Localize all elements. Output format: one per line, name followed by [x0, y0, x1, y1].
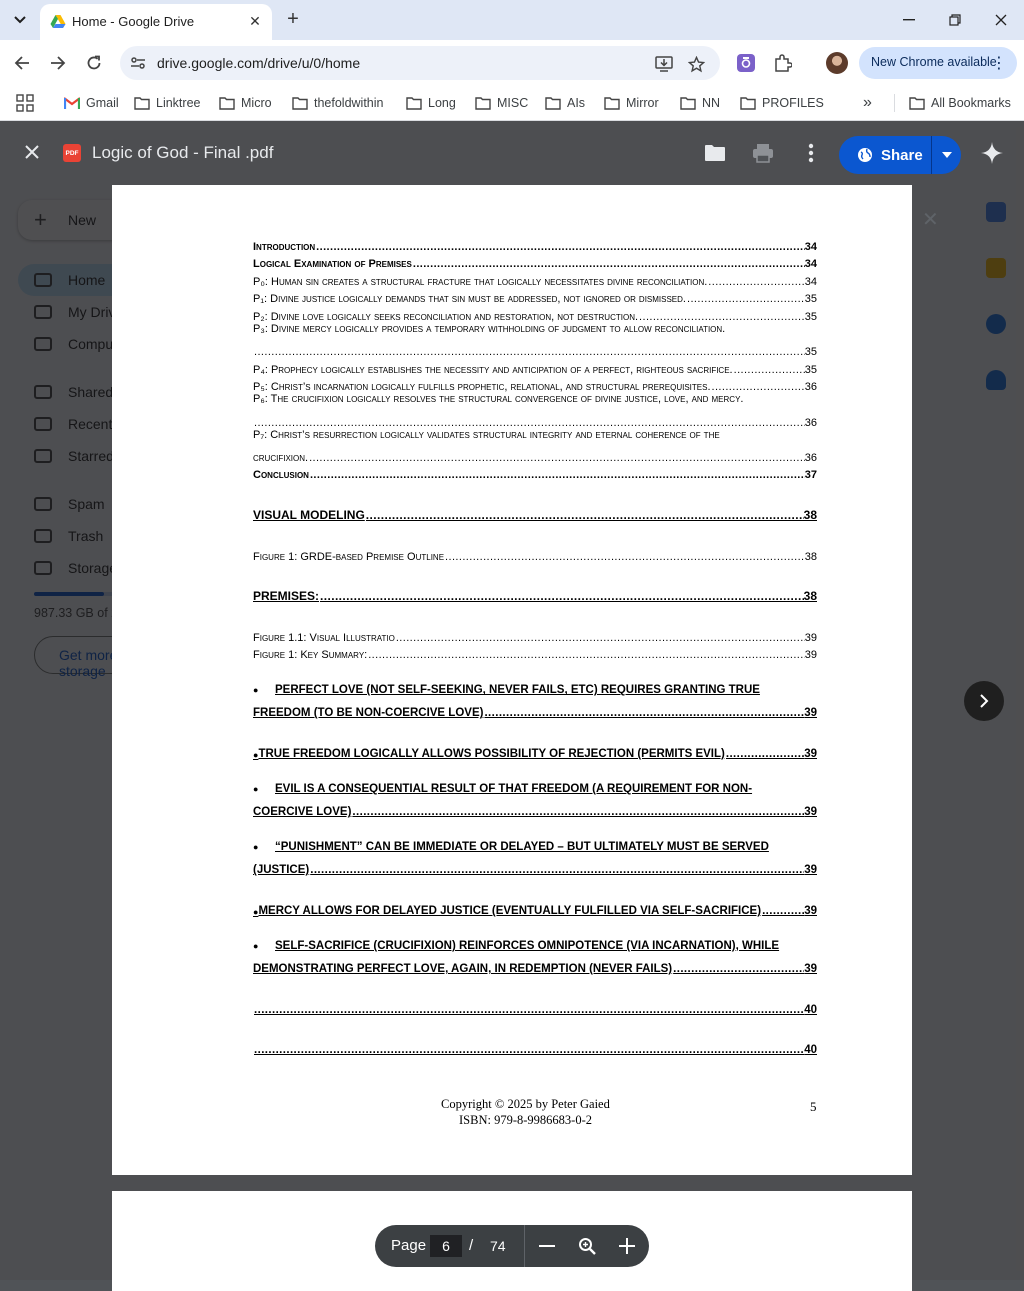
- toc-entry-title: P₅: Christ’s incarnation logically fulfills prophetic, relational, and structural prerequisites.: [253, 381, 711, 394]
- toc-entry[interactable]: [253, 341, 817, 359]
- toc-bullet-entry[interactable]: [253, 684, 817, 702]
- folder-icon: [680, 96, 696, 110]
- bookmark-nn[interactable]: [680, 92, 720, 114]
- install-icon: [655, 56, 673, 72]
- toc-entry[interactable]: [253, 545, 817, 563]
- dot-leader: [254, 346, 805, 358]
- toc-entry[interactable]: [253, 376, 817, 394]
- bookmark-label: Gmail: [86, 96, 119, 110]
- toc-entry-title: PREMISES:: [253, 589, 320, 604]
- bullet-icon: ●: [253, 685, 259, 696]
- toc-bullet-entry[interactable]: [253, 801, 817, 819]
- bookmark-label: thefoldwithin: [314, 96, 384, 110]
- dot-leader: [309, 452, 805, 464]
- page-label: Page: [391, 1237, 427, 1254]
- isbn-text: ISBN: 979-8-9986683-0-2: [459, 1113, 592, 1127]
- apps-button[interactable]: [16, 92, 40, 114]
- zoom-out-button[interactable]: [535, 1234, 559, 1258]
- toc-page-ref: 40: [804, 1003, 817, 1016]
- dot-leader: [310, 864, 804, 876]
- profile-avatar[interactable]: [826, 52, 848, 74]
- toc-entry[interactable]: [253, 253, 817, 271]
- chevron-down-icon: [14, 16, 26, 24]
- back-arrow-icon: [14, 55, 30, 71]
- toc-page-ref: 38: [804, 550, 817, 563]
- toc-page-ref: 36: [804, 416, 817, 429]
- gemini-sparkle-icon[interactable]: [980, 141, 1004, 165]
- toc-entry-title: “PUNISHMENT” CAN BE IMMEDIATE OR DELAYED – BUT ULTIMATELY MUST BE SERVED: [275, 841, 769, 854]
- update-label: New Chrome available: [871, 55, 997, 69]
- browser-toolbar: [0, 40, 1024, 86]
- next-file-button[interactable]: [964, 681, 1004, 721]
- toc-entry-title: TRUE FREEDOM LOGICALLY ALLOWS POSSIBILITY OF REJECTION (PERMITS EVIL): [258, 748, 725, 761]
- share-divider: [931, 136, 932, 174]
- toc-entry-title: Conclusion: [253, 469, 309, 482]
- bullet-icon: ●: [253, 784, 259, 795]
- toc-empty-entry[interactable]: [253, 1039, 817, 1057]
- folder-icon: [740, 96, 756, 110]
- close-tab-icon[interactable]: ✕: [249, 12, 261, 29]
- restore-button[interactable]: [940, 8, 970, 32]
- bookmark-thefoldwithin[interactable]: [292, 92, 384, 114]
- zoom-in-button[interactable]: [615, 1234, 639, 1258]
- dot-leader: [310, 469, 805, 481]
- dot-leader: [708, 276, 804, 288]
- dot-leader: [366, 508, 804, 522]
- more-actions-button[interactable]: [799, 141, 823, 165]
- folder-icon: [909, 96, 925, 110]
- toc-entry[interactable]: [253, 464, 817, 482]
- share-label: Share: [881, 146, 923, 164]
- bookmark-ais[interactable]: [545, 92, 585, 114]
- toc-bullet-entry[interactable]: [253, 859, 817, 877]
- dot-leader: [734, 364, 805, 376]
- bookmark-misc[interactable]: [475, 92, 528, 114]
- caret-down-icon: [942, 152, 952, 158]
- toc-entry-title: P₁: Divine justice logically demands that sin must be addressed, not ignored or dismissed.: [253, 293, 686, 306]
- folder-icon: [545, 96, 561, 110]
- bookmark-linktree[interactable]: [134, 92, 200, 114]
- share-options-button[interactable]: [933, 136, 961, 174]
- dot-leader: [762, 905, 804, 917]
- globe-icon: [857, 147, 873, 163]
- install-app-button[interactable]: [654, 54, 674, 74]
- toc-page-ref: 36: [804, 381, 817, 394]
- toc-entry[interactable]: [253, 586, 817, 604]
- site-settings-icon[interactable]: [130, 55, 146, 71]
- close-icon: [24, 144, 40, 160]
- toc-page-ref: 35: [804, 363, 817, 376]
- close-icon: [995, 14, 1007, 26]
- dot-leader: [254, 417, 805, 429]
- dot-leader: [639, 311, 805, 323]
- toc-entry[interactable]: [253, 270, 817, 288]
- bookmark-star-button[interactable]: [686, 54, 706, 74]
- bookmark-profiles[interactable]: [740, 92, 824, 114]
- toc-entry-title: (JUSTICE): [253, 864, 310, 877]
- toc-entry[interactable]: [253, 446, 817, 464]
- magnifier-icon: [578, 1237, 596, 1255]
- background-close-icon: ✕: [922, 209, 939, 231]
- toc-bullet-entry[interactable]: [253, 958, 817, 976]
- toc-page-ref: 35: [804, 346, 817, 359]
- minimize-icon: [903, 19, 915, 21]
- bookmark-mirror[interactable]: [604, 92, 659, 114]
- toc-entry[interactable]: [253, 235, 817, 253]
- folder-icon: [219, 96, 235, 110]
- bookmark-label: Micro: [241, 96, 272, 110]
- total-pages: 74: [490, 1238, 506, 1254]
- dot-leader: [687, 293, 805, 305]
- toc-page-ref: 34: [804, 275, 817, 288]
- extensions-button[interactable]: [772, 52, 794, 74]
- toc-page-ref: 40: [804, 1044, 817, 1057]
- toc-page-ref: 37: [804, 469, 817, 482]
- puzzle-icon: [774, 54, 792, 72]
- star-icon: [688, 56, 705, 73]
- close-window-button[interactable]: [986, 8, 1016, 32]
- page-number: 5: [810, 1099, 817, 1114]
- close-viewer-button[interactable]: [20, 141, 44, 165]
- tab-strip: [0, 0, 1024, 40]
- gmail-icon: [64, 97, 80, 109]
- folder-icon: [604, 96, 620, 110]
- file-title: Logic of God - Final .pdf: [92, 143, 274, 162]
- toc-page-ref: 39: [804, 905, 817, 918]
- bullet-icon: ●: [253, 907, 259, 918]
- folder-icon: [406, 96, 422, 110]
- all-bookmarks-label: All Bookmarks: [931, 96, 1011, 110]
- toc-entry-title[interactable]: P₃: Divine mercy logically provides a temporary withholding of judgment to allow reconciliation.: [253, 322, 726, 335]
- share-button[interactable]: [839, 136, 929, 174]
- toc-entry-title: P₂: Divine love logically seeks reconciliation and restoration, not destruction.: [253, 310, 639, 323]
- toc-entry-title: crucifixion.: [253, 451, 309, 464]
- toc-page-ref: 38: [803, 589, 817, 604]
- minimize-button[interactable]: [894, 8, 924, 32]
- fit-zoom-button[interactable]: [575, 1234, 599, 1258]
- toc-page-ref: 39: [804, 707, 817, 720]
- bookmark-label: PROFILES: [762, 96, 824, 110]
- table-of-contents: [253, 235, 817, 1056]
- toc-entry[interactable]: [253, 358, 817, 376]
- toc-page-ref: 39: [804, 631, 817, 644]
- dot-leader: [445, 551, 805, 563]
- toc-entry-title: Logical Examination of Premises: [253, 258, 412, 271]
- toc-entry-title: P₀: Human sin creates a structural fracture that logically necessitates divine reconciliation.: [253, 275, 708, 288]
- tab-title: Home - Google Drive: [72, 14, 195, 29]
- dot-leader: [254, 1004, 804, 1016]
- reload-button[interactable]: [82, 51, 106, 75]
- tab-search-button[interactable]: [8, 8, 32, 32]
- dot-leader: [368, 649, 805, 661]
- toc-page-ref: 34: [804, 240, 817, 253]
- print-button[interactable]: [751, 141, 775, 165]
- plus-icon: [619, 1238, 635, 1254]
- screenshot-extension-button[interactable]: [735, 52, 757, 74]
- toc-page-ref: 38: [803, 507, 817, 522]
- page-controls: [375, 1225, 649, 1267]
- toc-entry-title: FREEDOM (TO BE NON-COERCIVE LOVE): [253, 707, 484, 720]
- toc-bullet-entry[interactable]: [253, 899, 817, 917]
- pdf-file-icon: PDF: [63, 144, 81, 162]
- bookmark-long[interactable]: [406, 92, 456, 114]
- toc-bullet-entry[interactable]: [253, 783, 817, 801]
- toc-page-ref: 39: [804, 748, 817, 761]
- page-number-input[interactable]: [430, 1235, 462, 1257]
- bookmark-label: AIs: [567, 96, 586, 110]
- toc-page-ref: 36: [804, 451, 817, 464]
- more-vert-icon[interactable]: ⋮: [991, 55, 1007, 72]
- page-separator: /: [469, 1237, 474, 1254]
- toc-entry-title[interactable]: P₆: The crucifixion logically resolves the structural convergence of divine justice, love, and mercy.: [253, 393, 744, 406]
- reload-icon: [86, 55, 102, 71]
- toc-entry-title: Introduction: [253, 240, 316, 253]
- pdf-viewer-header: [0, 121, 1024, 185]
- dot-leader: [712, 381, 805, 393]
- apps-grid-icon: [16, 94, 34, 112]
- dot-leader: [316, 241, 805, 253]
- restore-icon: [949, 14, 961, 26]
- bookmark-label: MISC: [497, 96, 529, 110]
- new-tab-button[interactable]: +: [287, 8, 299, 30]
- toc-entry-title: MERCY ALLOWS FOR DELAYED JUSTICE (EVENTUALLY FULFILLED VIA SELF-SACRIFICE): [258, 905, 762, 918]
- toc-entry-title[interactable]: P₇: Christ’s resurrection logically validates structural integrity and eternal coherence of the: [253, 428, 720, 441]
- toc-bullet-entry[interactable]: [253, 841, 817, 859]
- toc-page-ref: 35: [804, 310, 817, 323]
- folder-icon: [704, 144, 726, 162]
- toc-page-ref: 39: [804, 649, 817, 662]
- active-tab[interactable]: [40, 4, 272, 40]
- toc-entry[interactable]: [253, 411, 817, 429]
- bullet-icon: ●: [253, 941, 259, 952]
- minus-icon: [539, 1245, 555, 1247]
- dot-leader: [352, 806, 804, 818]
- folder-icon: [134, 96, 150, 110]
- dot-leader: [726, 748, 804, 760]
- toc-page-ref: 39: [804, 806, 817, 819]
- chrome-update-button[interactable]: [859, 47, 1017, 79]
- bullet-icon: ●: [253, 750, 259, 761]
- toc-entry-title: Figure 1: GRDE-based Premise Outline: [253, 550, 445, 563]
- double-chevron-icon: »: [863, 94, 872, 111]
- toc-entry[interactable]: [253, 288, 817, 306]
- dot-leader: [484, 707, 804, 719]
- bookmark-label: Linktree: [156, 96, 201, 110]
- chevron-right-icon: [979, 694, 989, 708]
- toc-entry[interactable]: [253, 504, 817, 522]
- toc-entry-title: COERCIVE LOVE): [253, 806, 352, 819]
- toc-page-ref: 35: [804, 293, 817, 306]
- back-button[interactable]: [10, 51, 34, 75]
- bookmark-label: Mirror: [626, 96, 659, 110]
- toc-bullet-entry[interactable]: [253, 940, 817, 958]
- toc-entry-title: EVIL IS A CONSEQUENTIAL RESULT OF THAT FREEDOM (A REQUIREMENT FOR NON-: [275, 783, 753, 796]
- toc-entry-title: P₄: Prophecy logically establishes the necessity and anticipation of a perfect, righteous sacrifice.: [253, 363, 733, 376]
- pdf-page: [112, 185, 912, 1175]
- bullet-icon: ●: [253, 842, 259, 853]
- dot-leader: [396, 632, 805, 644]
- toc-page-ref: 39: [804, 963, 817, 976]
- toc-entry[interactable]: [253, 626, 817, 644]
- address-bar[interactable]: [120, 46, 720, 80]
- bookmark-gmail[interactable]: [64, 92, 119, 114]
- toc-entry-title: VISUAL MODELING: [253, 507, 365, 522]
- toc-entry-title: Figure 1: Key Summary:: [253, 649, 368, 662]
- more-vert-icon: [808, 143, 814, 163]
- print-icon: [752, 143, 774, 163]
- share-button-group: [839, 136, 961, 174]
- bookmark-label: NN: [702, 96, 721, 110]
- dot-leader: [320, 589, 804, 603]
- folder-icon: [475, 96, 491, 110]
- dot-leader: [673, 963, 804, 975]
- copyright-text: Copyright © 2025 by Peter Gaied: [441, 1097, 610, 1111]
- bookmarks-overflow-button[interactable]: [863, 92, 872, 114]
- add-to-drive-button[interactable]: [703, 141, 727, 165]
- toc-bullet-entry[interactable]: [253, 702, 817, 720]
- folder-icon: [292, 96, 308, 110]
- forward-button[interactable]: [46, 51, 70, 75]
- toc-entry-title: Figure 1.1: Visual Illustratio: [253, 631, 395, 644]
- toc-entry-title: SELF-SACRIFICE (CRUCIFIXION) REINFORCES OMNIPOTENCE (VIA INCARNATION), WHILE: [275, 940, 780, 953]
- bookmarks-bar: [0, 86, 1024, 121]
- toc-page-ref: 39: [804, 864, 817, 877]
- dot-leader: [254, 1044, 804, 1056]
- toc-bullet-entry[interactable]: [253, 742, 817, 760]
- toc-entry-title: DEMONSTRATING PERFECT LOVE, AGAIN, IN REDEMPTION (NEVER FAILS): [253, 963, 673, 976]
- dot-leader: [413, 258, 805, 270]
- toc-entry[interactable]: [253, 305, 817, 323]
- toc-entry-title: PERFECT LOVE (NOT SELF-SEEKING, NEVER FAILS, ETC) REQUIRES GRANTING TRUE: [275, 684, 760, 697]
- pager-divider: [524, 1225, 525, 1267]
- toc-entry[interactable]: [253, 644, 817, 662]
- camera-extension-icon: [737, 54, 755, 72]
- bookmark-micro[interactable]: [219, 92, 272, 114]
- google-drive-icon: [50, 14, 66, 30]
- toc-page-ref: 34: [804, 258, 817, 271]
- all-bookmarks-button[interactable]: [909, 92, 1011, 114]
- bookmarks-divider: [894, 94, 895, 112]
- toc-empty-entry[interactable]: [253, 998, 817, 1016]
- url-text[interactable]: drive.google.com/drive/u/0/home: [157, 55, 361, 71]
- bookmark-label: Long: [428, 96, 456, 110]
- forward-arrow-icon: [50, 55, 66, 71]
